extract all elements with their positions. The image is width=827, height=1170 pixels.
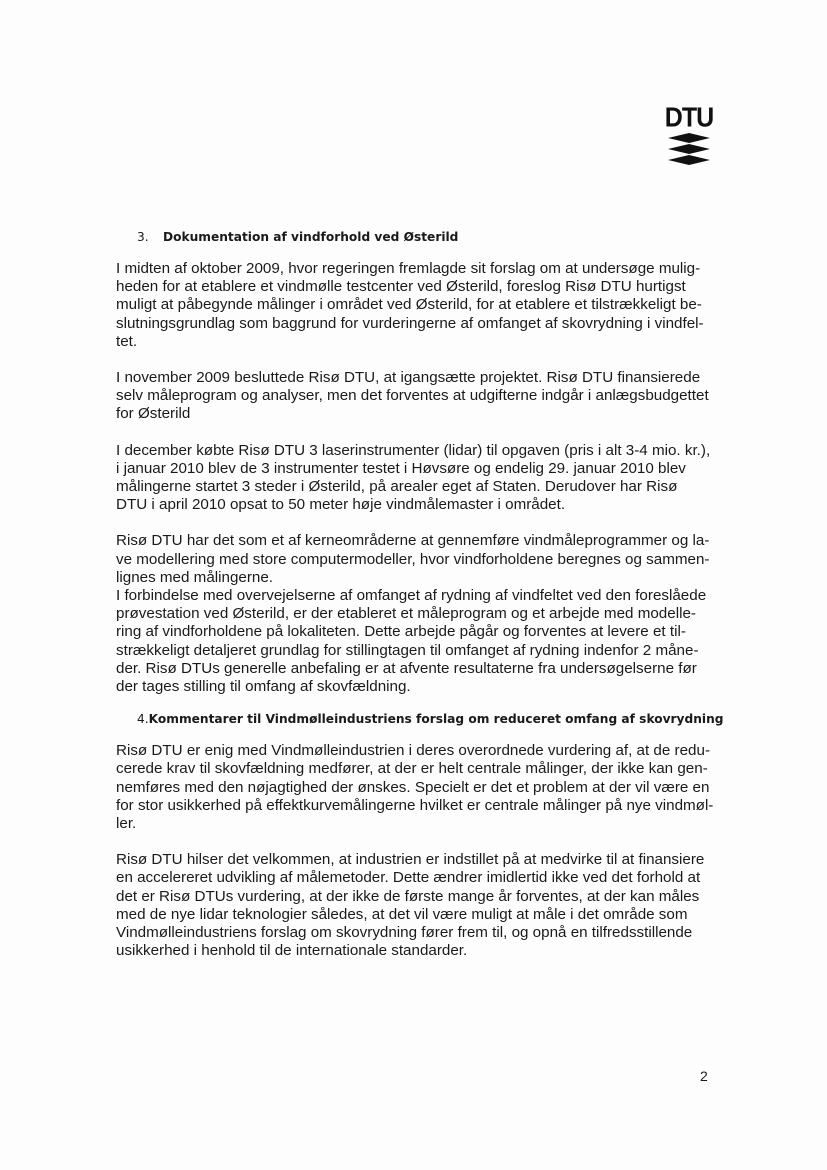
text-line: der. Risø DTUs generelle anbefaling er at afvente resultaterne fra undersøgelserne før (116, 659, 697, 677)
text-line: cerede krav til skovfældning medfører, at der er helt centrale målinger, der ikke kan gen- (116, 760, 708, 778)
text-line: Risø DTU har det som et af kerneområderne at gennemføre vindmåleprogrammer og la- (116, 532, 710, 550)
text-line: DTU i april 2010 opsat to 50 meter høje vindmålemaster i området. (116, 496, 566, 514)
text-line: Risø DTU hilser det velkommen, at industrien er indstillet på at medvirke til at finansiere (116, 851, 705, 869)
document-body (116, 228, 724, 961)
section-3-title: Dokumentation af vindforhold ved Østerild (163, 230, 459, 244)
text-line: prøvestation ved Østerild, er der etableret et måleprogram og et arbejde med modelle- (116, 605, 696, 623)
text-line: I november 2009 besluttede Risø DTU, at igangsætte projektet. Risø DTU finansierede (116, 369, 701, 387)
dtu-logo (664, 102, 714, 172)
section-3-paragraph-1 (116, 260, 712, 351)
section-4-heading (116, 710, 724, 728)
dtu-logo-mark (668, 133, 710, 169)
text-line: for Østerild (116, 405, 191, 423)
text-line: målingerne startet 3 steder i Østerild, på arealer eget af Staten. Derudover har Risø (116, 478, 678, 496)
text-line: muligt at påbegynde målinger i området ved Østerild, for at etablere et tilstrækkeligt be- (116, 296, 702, 314)
section-3-paragraph-4 (116, 532, 712, 587)
section-4-title: Kommentarer til Vindmølleindustriens forslag om reduceret omfang af skovrydning (148, 712, 724, 727)
text-line: der tages stilling til omfang af skovfældning. (116, 678, 411, 696)
text-line: med de nye lidar teknologier således, at det vil være muligt at måle i det område som (116, 905, 688, 923)
text-line: heden for at etablere et vindmølle testcenter ved Østerild, foreslog Risø DTU hurtigst (116, 278, 686, 296)
text-line: lignes med målingerne. (116, 568, 274, 586)
text-line: ring af vindforholdene på lokaliteten. Dette arbejde pågår og forventes at levere et til- (116, 623, 686, 641)
text-line: strækkeligt detaljeret grundlag for stillingtagen til omfanget af rydning indenfor 2 måne- (116, 641, 699, 659)
text-line: I forbindelse med overvejelserne af omfanget af rydning af vindfeltet ved den foreslåede (116, 587, 707, 605)
text-line: tet. (116, 332, 138, 350)
text-line: I midten af oktober 2009, hvor regeringen fremlagde sit forslag om at undersøge mulig- (116, 260, 701, 277)
section-4-paragraph-2 (116, 851, 712, 960)
section-3-number: 3. (137, 230, 149, 244)
text-line: selv måleprogram og analyser, men det forventes at udgifterne indgår i anlægsbudgettet (116, 387, 709, 405)
text-line: usikkerhed i henhold til de internationale standarder. (116, 942, 468, 960)
page-number: 2 (700, 1068, 708, 1084)
section-4-paragraph-1 (116, 742, 712, 833)
text-line: for stor usikkerhed på effektkurvemålingerne hvilket er centrale målinger på nye vindmøl- (116, 796, 714, 814)
text-line: Vindmølleindustriens forslag om skovrydning fører frem til, og opnå en tilfredsstillende (116, 924, 693, 942)
section-3-heading (116, 228, 712, 246)
text-line: I december købte Risø DTU 3 laserinstrumenter (lidar) til opgaven (pris i alt 3-4 mio. kr.), (116, 441, 711, 459)
text-line: ler. (116, 815, 137, 833)
section-4-number: 4. (137, 712, 149, 727)
section-3-paragraph-3 (116, 442, 712, 515)
section-3-paragraph-2 (116, 369, 712, 424)
dtu-logo-text: DTU (664, 102, 714, 134)
text-line: en accelereret udvikling af målemetoder. Dette ændrer imidlertid ikke ved det forhold at (116, 869, 701, 887)
text-line: slutningsgrundlag som baggrund for vurderingerne af omfanget af skovrydning i vindfel- (116, 314, 704, 332)
text-line: Risø DTU er enig med Vindmølleindustrien i deres overordnede vurdering af, at de redu- (116, 742, 711, 760)
text-line: nemføres med den nøjagtighed der ønskes. Specielt er det et problem at der vil være en (116, 778, 710, 796)
text-line: det er Risø DTUs vurdering, at der ikke de første mange år forventes, at der kan måles (116, 887, 700, 905)
text-line: i januar 2010 blev de 3 instrumenter testet i Høvsøre og endelig 29. januar 2010 blev (116, 459, 686, 477)
section-3-paragraph-5 (116, 587, 712, 696)
text-line: ve modellering med store computermodeller, hvor vindforholdene beregnes og sammen- (116, 550, 710, 568)
